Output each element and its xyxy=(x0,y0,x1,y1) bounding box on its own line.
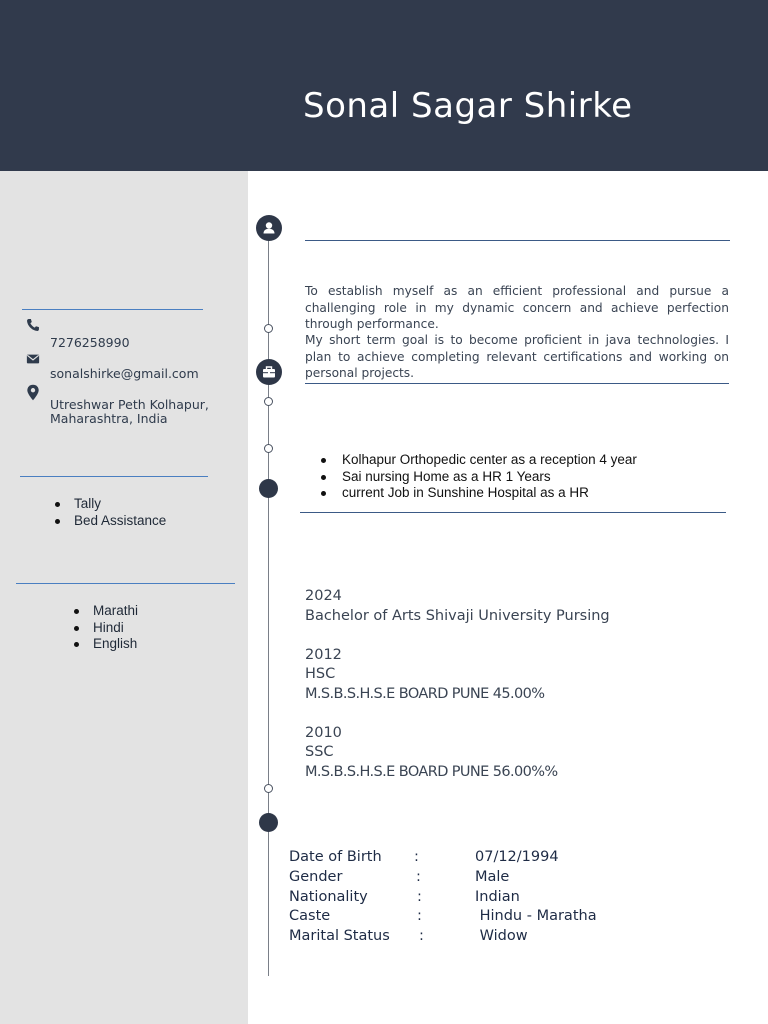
personal-row-nationality xyxy=(289,889,609,909)
education-degree: SSC xyxy=(305,744,334,760)
languages-list xyxy=(71,603,138,653)
personal-key: Date of Birth xyxy=(289,849,382,865)
header-banner xyxy=(0,0,768,171)
experience-item: current Job in Sunshine Hospital as a HR xyxy=(320,485,637,502)
objective-rule xyxy=(305,240,730,241)
education-year: 2024 xyxy=(305,588,342,604)
timeline-marker xyxy=(264,397,273,406)
email-address: sonalshirke@gmail.com xyxy=(50,366,199,381)
personal-colon: : xyxy=(419,928,424,944)
personal-key: Gender xyxy=(289,869,343,885)
personal-row-dob xyxy=(289,849,609,869)
personal-colon: : xyxy=(414,849,419,865)
timeline-marker xyxy=(264,784,273,793)
sidebar xyxy=(0,171,248,1024)
phone-icon xyxy=(26,318,40,332)
language-item: Marathi xyxy=(71,603,138,620)
education-entry xyxy=(305,646,610,705)
timeline-marker xyxy=(264,324,273,333)
experience-item: Sai nursing Home as a HR 1 Years xyxy=(320,469,637,486)
education-board: M.S.B.S.H.S.E BOARD PUNE 56.00%% xyxy=(305,763,558,780)
education-degree: HSC xyxy=(305,666,336,682)
phone-number: 7276258990 xyxy=(50,335,130,350)
education-board: M.S.B.S.H.S.E BOARD PUNE 45.00% xyxy=(305,685,545,702)
timeline-marker xyxy=(264,444,273,453)
personal-colon: : xyxy=(417,908,422,924)
personal-key: Marital Status xyxy=(289,928,390,944)
education-rule xyxy=(300,512,726,513)
personal-colon: : xyxy=(416,869,421,885)
personal-row-marital-status xyxy=(289,928,609,948)
timeline-line xyxy=(268,228,269,976)
skills-divider xyxy=(20,476,208,477)
personal-value: Male xyxy=(475,869,510,885)
goal-paragraph: My short term goal is to become proficient in java technologies. I plan to achieve completing relevant certifications and working on personal projects. xyxy=(305,333,729,380)
contact-divider xyxy=(22,309,203,310)
address-line-1: Utreshwar Peth Kolhapur, xyxy=(50,397,209,412)
skill-item: Bed Assistance xyxy=(52,513,166,530)
briefcase-icon xyxy=(256,359,282,385)
personal-colon: : xyxy=(417,889,422,905)
education-node xyxy=(259,479,278,498)
experience-item: Kolhapur Orthopedic center as a reception 4 year xyxy=(320,452,637,469)
education-year: 2010 xyxy=(305,724,342,741)
experience-rule xyxy=(305,383,729,384)
education-entry xyxy=(305,724,610,783)
languages-divider xyxy=(16,583,235,584)
personal-value: Hindu - Maratha xyxy=(475,908,597,924)
personal-key: Nationality xyxy=(289,889,368,905)
profile-node xyxy=(256,215,282,241)
education-entry xyxy=(305,587,610,626)
experience-node xyxy=(256,359,282,385)
personal-node xyxy=(259,813,278,832)
education-degree: Bachelor of Arts Shivaji University Pursing xyxy=(305,607,610,624)
address-line-2: Maharashtra, India xyxy=(50,411,168,426)
personal-key: Caste xyxy=(289,908,331,924)
objective-paragraph: To establish myself as an efficient professional and pursue a challenging role in my dynamic concern and achieve perfection through performance. xyxy=(305,284,729,331)
experience-list xyxy=(320,452,637,502)
personal-value: Widow xyxy=(475,928,528,944)
language-item: English xyxy=(71,636,138,653)
location-pin-icon xyxy=(26,384,40,401)
education-section xyxy=(305,587,610,802)
candidate-name: Sonal Sagar Shirke xyxy=(303,86,633,126)
language-item: Hindi xyxy=(71,620,138,637)
personal-row-caste xyxy=(289,908,609,928)
user-icon xyxy=(256,215,282,241)
education-year: 2012 xyxy=(305,646,342,663)
skill-item: Tally xyxy=(52,496,166,513)
envelope-icon xyxy=(26,352,40,366)
personal-value: Indian xyxy=(475,889,520,905)
personal-row-gender xyxy=(289,869,609,889)
skills-list xyxy=(52,496,166,529)
personal-value: 07/12/1994 xyxy=(475,849,559,865)
